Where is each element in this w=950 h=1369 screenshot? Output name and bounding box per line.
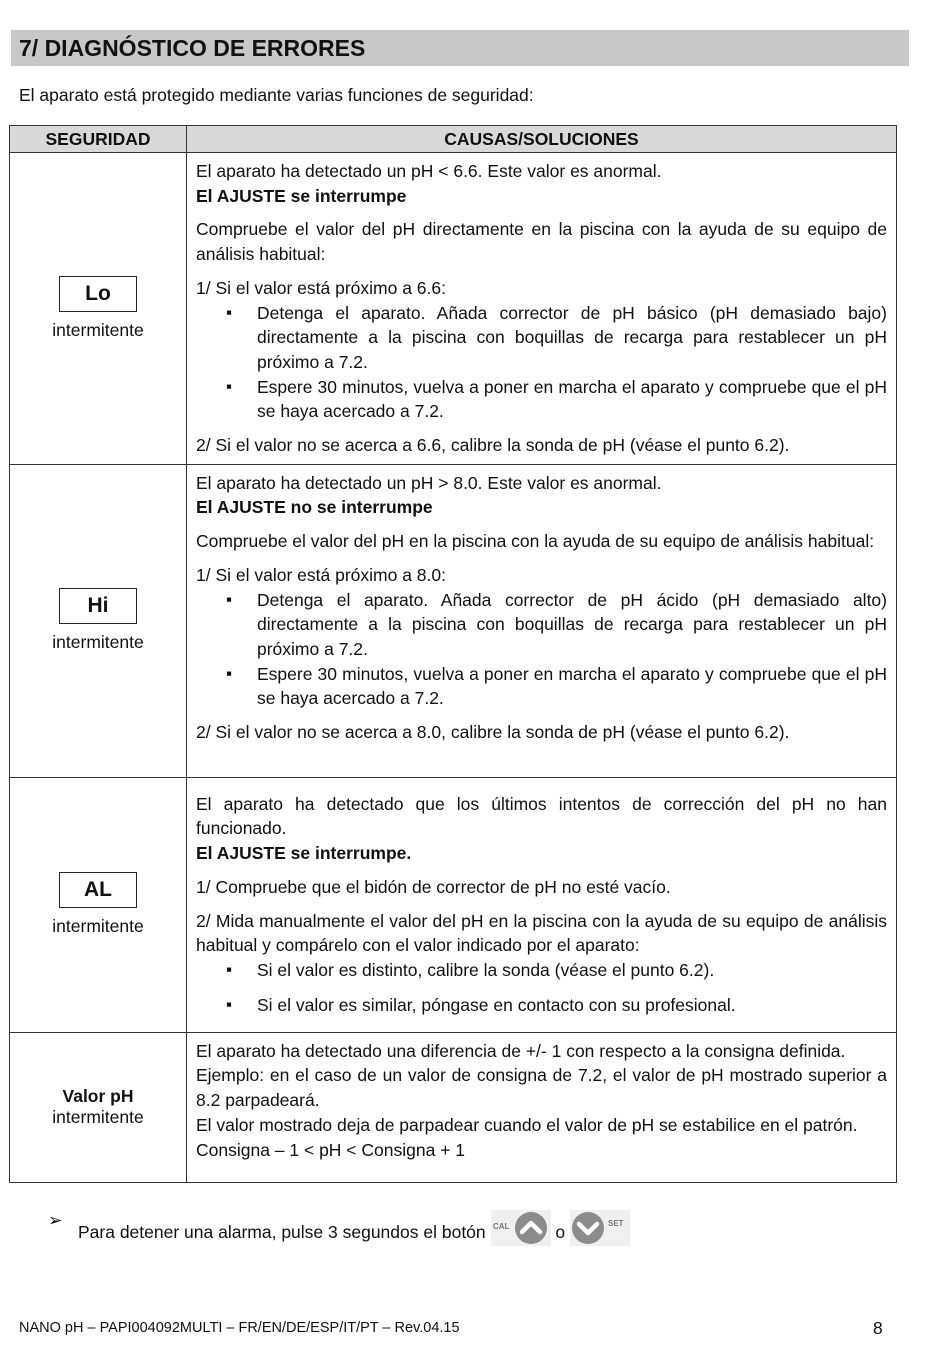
example-text: Ejemplo: en el caso de un valor de consigna de 7.2, el valor de pH mostrado superior a 8.2 parpadeará.	[196, 1065, 887, 1111]
list-item: ▪ Si el valor es similar, póngase en contacto con su profesional.	[196, 993, 887, 1018]
stabilize-text: El valor mostrado deja de parpadear cuando el valor de pH se estabilice en el patrón.	[196, 1114, 858, 1135]
detection-text: El aparato ha detectado un pH > 8.0. Este valor es anormal.	[196, 472, 662, 493]
step-1: 1/ Si el valor está próximo a 6.6:	[196, 277, 446, 298]
diagnostics-table	[9, 125, 897, 1183]
step-1: 1/ Si el valor está próximo a 8.0:	[196, 564, 446, 585]
safety-cell	[10, 464, 187, 777]
bullet-list	[196, 958, 887, 1017]
display-code: Hi	[59, 588, 137, 624]
safety-state: intermitente	[52, 632, 144, 653]
list-item: ▪ Espere 30 minutos, vuelva a poner en marcha el aparato y compruebe que el pH se haya acercado a 7.2.	[196, 375, 887, 424]
bullet-list	[196, 588, 887, 712]
header-causes: CAUSAS/SOLUCIONES	[187, 126, 897, 153]
adjust-status: El AJUSTE no se interrumpe	[196, 497, 433, 518]
check-text: Compruebe el valor del pH en la piscina con la ayuda de su equipo de análisis habitual:	[196, 531, 875, 552]
list-item: ▪ Detenga el aparato. Añada corrector de pH básico (pH demasiado bajo) directamente a la piscina con boquillas de recarga para restablecer un pH próximo a 7.2.	[196, 301, 887, 375]
display-code: Valor pH	[62, 1086, 134, 1107]
header-safety: SEGURIDAD	[10, 126, 187, 153]
safety-state: intermitente	[52, 319, 144, 340]
step-2: 2/ Si el valor no se acerca a 6.6, calibre la sonda de pH (véase el punto 6.2).	[196, 435, 790, 456]
safety-state: intermitente	[52, 916, 144, 937]
table-header-row	[10, 126, 897, 153]
detection-text: El aparato ha detectado que los últimos intentos de corrección del pH no han funcionado.	[196, 793, 887, 839]
display-code: Lo	[59, 276, 137, 312]
step-2: 2/ Mida manualmente el valor del pH en la piscina con la ayuda de su equipo de análisis habitual y compárelo con el valor indicado por el aparato:	[196, 910, 887, 956]
alarm-note	[50, 1210, 630, 1246]
detection-text: El aparato ha detectado un pH < 6.6. Este valor es anormal.	[196, 161, 662, 181]
adjust-status: El AJUSTE se interrumpe.	[196, 843, 412, 864]
causes-cell	[187, 153, 897, 465]
range-text: Consigna – 1 < pH < Consigna + 1	[196, 1139, 466, 1160]
step-1: 1/ Compruebe que el bidón de corrector de pH no esté vacío.	[196, 876, 671, 897]
safety-cell	[10, 777, 187, 1032]
table-row	[10, 153, 897, 465]
page-footer: NANO pH – PAPI004092MULTI – FR/EN/DE/ESP/IT/PT – Rev.04.15	[19, 1320, 460, 1336]
page-number: 8	[873, 1318, 883, 1338]
check-text: Compruebe el valor del pH directamente en la piscina con la ayuda de su equipo de análisis habitual:	[196, 219, 887, 265]
causes-cell	[187, 1032, 897, 1182]
table-row	[10, 464, 897, 777]
safety-cell	[10, 1032, 187, 1182]
list-item: ▪ Detenga el aparato. Añada corrector de pH ácido (pH demasiado alto) directamente a la piscina con boquillas de recarga para restablecer un pH próximo a 7.2.	[196, 588, 887, 662]
bullet-list	[196, 301, 887, 425]
list-item: ▪ Si el valor es distinto, calibre la sonda (véase el punto 6.2).	[196, 958, 887, 983]
set-label: SET	[608, 1219, 624, 1228]
set-down-button-icon	[570, 1210, 630, 1246]
adjust-status: El AJUSTE se interrumpe	[196, 185, 407, 206]
safety-cell	[10, 153, 187, 465]
step-2: 2/ Si el valor no se acerca a 8.0, calibre la sonda de pH (véase el punto 6.2).	[196, 722, 790, 743]
or-text: o	[555, 1222, 566, 1242]
detection-text: El aparato ha detectado una diferencia de +/- 1 con respecto a la consigna definida.	[196, 1040, 846, 1061]
display-code: AL	[59, 872, 137, 908]
table-row	[10, 1032, 897, 1182]
causes-cell	[187, 777, 897, 1032]
table-row	[10, 777, 897, 1032]
cal-label: CAL	[492, 1222, 509, 1231]
causes-cell	[187, 464, 897, 777]
alarm-note-text: Para detener una alarma, pulse 3 segundos el botón	[78, 1222, 486, 1242]
arrow-bullet-icon: ➢	[48, 1210, 63, 1230]
section-title: 7/ DIAGNÓSTICO DE ERRORES	[11, 30, 909, 66]
list-item: ▪ Espere 30 minutos, vuelva a poner en marcha el aparato y compruebe que el pH se haya acercado a 7.2.	[196, 662, 887, 711]
cal-up-button-icon	[491, 1210, 551, 1246]
safety-state: intermitente	[52, 1107, 144, 1128]
intro-text: El aparato está protegido mediante varias funciones de seguridad:	[19, 85, 534, 105]
